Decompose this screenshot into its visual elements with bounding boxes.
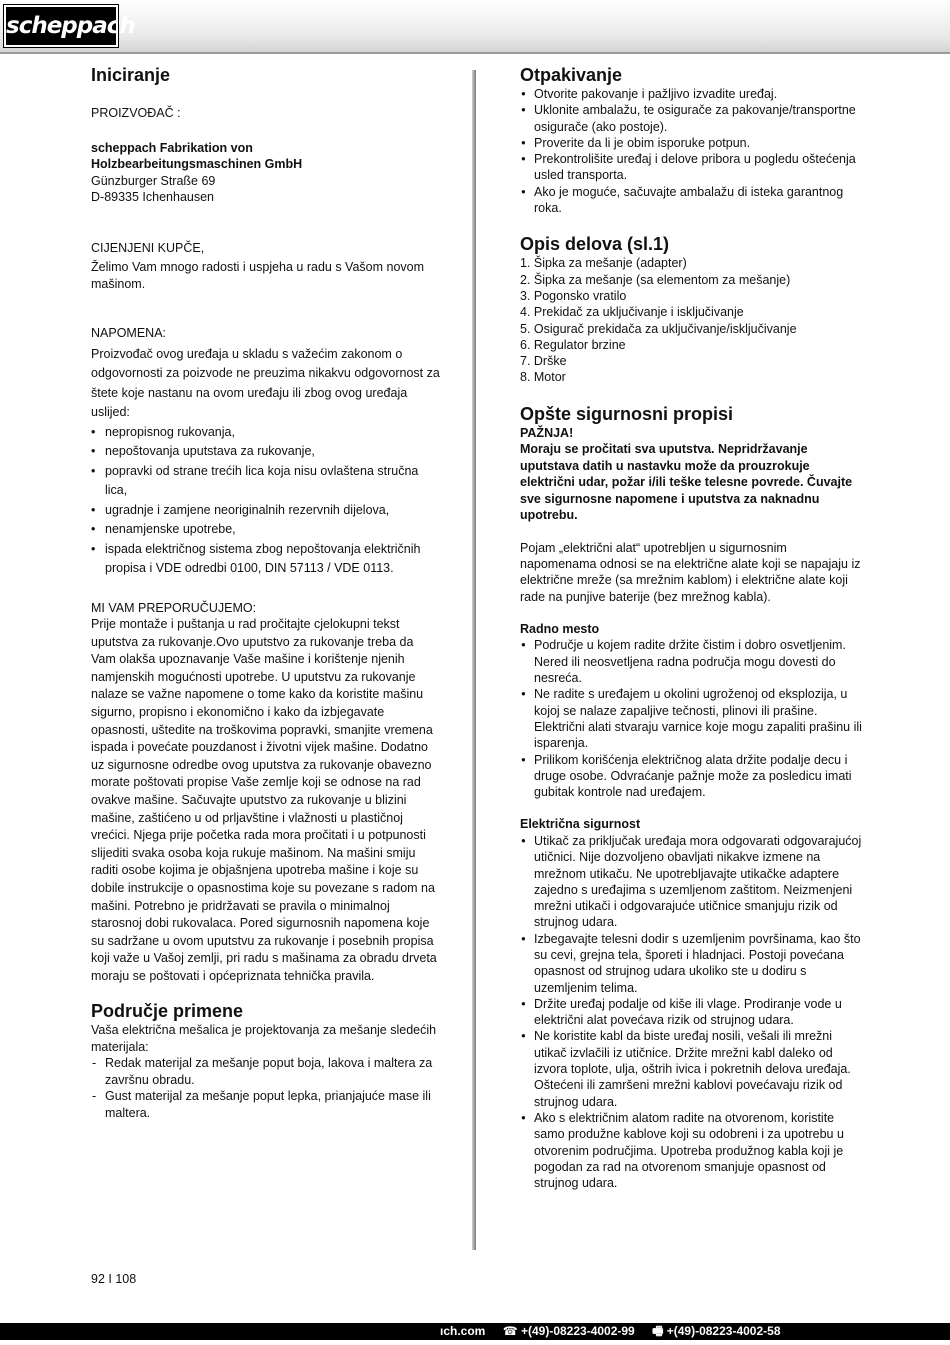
footer-fax: 🖷 +(49)-08223-4002-58 xyxy=(652,1324,781,1338)
list-item: 2. Šipka za mešanje (sa elementom za mešanje) xyxy=(520,272,791,287)
list-item: • popravki od strane trećih lica koja nisu ovlaštena stručna lica, xyxy=(91,462,441,501)
attention-text: Moraju se pročitati sva uputstva. Nepridržavanje uputstava datih u nastavku može da prouzrokuje električni udar, požar i/ili teške telesne povrede. Čuvajte sve sigurnosne napomene i uputstva za naknadnu upotrebu. xyxy=(520,442,853,523)
parts-list xyxy=(520,255,865,385)
manufacturer-label: PROIZVOĐAČ : xyxy=(91,106,181,120)
recommend-label: MI VAM PREPORUČUJEMO: xyxy=(91,600,257,615)
list-item: ● Držite uređaj podalje od kiše ili vlage. Prodiranje vode u električni alat povećava rizik od strujnog udara. xyxy=(520,996,865,1029)
list-item: • nepropisnog rukovanja, xyxy=(91,423,441,443)
section-title-safety: Opšte sigurnosni propisi xyxy=(520,403,734,424)
right-column xyxy=(520,64,865,1191)
note-label: NAPOMENA: xyxy=(91,326,167,340)
list-item: ● Utikač za priključak uređaja mora odgovarati odgovarajućoj utičnici. Nije dozvoljeno obavljati nikakve izmene na mrežnom utikaču. Ne upotrebljavajte utikačke adaptere zajedno s uređajima s uzemljenom zaštitom. Neizmenjeni mrežni utikači i odgovarajuće utičnice smanjuju rizik od strujnog udara. xyxy=(520,833,865,931)
electrical-list xyxy=(520,833,865,1192)
unpack-list xyxy=(520,86,865,216)
list-item: 7. Drške xyxy=(520,354,567,369)
usage-text: Vaša električna mešalica je projektovanja za mešanje sledećih materijala: xyxy=(91,1023,437,1054)
company-name-1: scheppach Fabrikation von xyxy=(91,140,253,155)
electrical-title: Električna sigurnost xyxy=(520,817,641,832)
list-item: ● Izbegavajte telesni dodir s uzemljenim površinama, kao što su cevi, grejna tela, šporeti i hladnjaci. Postoji povećana opasnost od strujnog udara ukoliko ste u dodiru s uzemljenim telima. xyxy=(520,931,865,996)
note-text: Proizvođač ovog uređaja u skladu s važećim zakonom o odgovornosti za poizvode ne preuzima nikakvu odgovornost za štete koje nastanu na ovom uređaju ili zbog ovog uređaja uslijed: xyxy=(91,346,440,419)
section-title-parts: Opis delova (sl.1) xyxy=(520,234,670,255)
footer-web: ıch.com xyxy=(440,1324,486,1338)
company-name-2: Holzbearbeitungsmaschinen GmbH xyxy=(91,157,303,171)
customer-text: Želimo Vam mnogo radosti i uspjeha u radu s Vašom novom mašinom. xyxy=(91,260,425,291)
list-item: - Gust materijal za mešanje poput lepka, prianjajuće mase ili maltera. xyxy=(91,1088,441,1121)
usage-list xyxy=(91,1055,441,1121)
list-item: 5. Osigurač prekidača za uključivanje/isključivanje xyxy=(520,321,797,336)
note-list xyxy=(91,423,441,579)
section-title-iniciranje: Iniciranje xyxy=(91,65,171,85)
list-item: 3. Pogonsko vratilo xyxy=(520,288,627,303)
list-item: ● Uklonite ambalažu, te osigurače za pakovanje/transportne osigurače (ako postoje). xyxy=(520,102,865,135)
list-item: • nenamjenske upotrebe, xyxy=(91,520,441,540)
list-item: 6. Regulator brzine xyxy=(520,337,626,352)
recommend-text: Prije montaže i puštanja u rad pročitajte cjelokupni tekst uputstva za rukovanje.Ovo uputstvo za rukovanje treba da Vam olakša upoznavanje Vaše mašine i korištenje njenih namjenskih mogućnosti upotrebe. U uputstvu za rukovanje nalaze se važne napomene o tome kako da koristite mašinu sigurno, propisno i ekonomično i kako da izbjegavate opasnosti, uštedite na troškovima popravki, smanjite vremena ispada i povećate pouzdanost i životni vijek mašine. Dodatno uz sigurnosne odredbe ovog uputstva za rukovanje obavezno morate poštovati propise Vaše zemlje koji se odnose na rad ovakve mašine. Sačuvajte uputstvo za rukovanje u blizini mašine, zaštićeno u od prljavštine i vlažnosti u plastičnoj vrećici. Njega prije početka rada mora pročitati i u potpunosti slijediti svaka osoba koja rukuje mašinom. Na mašini smiju raditi osobe kojima je objašnjena upotreba mašine i koje su dobile instrukcije o opasnostima koje su povezane s radom na mašini. Potrebno je pridržavati se pravila o minimalnoj starosnoj dobi rukovalaca. Pored sigurnosnih napomena koje su sadržane u ovom uputstvu za rukovanje i posebnih propisa koji važe u Vašoj zemlji, pri radu s mašinama za obradu drveta moraju se poštovati i općepriznata tehnička pravila. xyxy=(91,617,437,983)
list-item: • ispada električnog sistema zbog nepoštovanja električnih propisa i VDE odredbi 0100, DIN 57113 / VDE 0113. xyxy=(91,540,441,579)
list-item: 8. Motor xyxy=(520,370,566,385)
company-street: Günzburger Straße 69 xyxy=(91,173,216,188)
left-column xyxy=(91,64,441,1121)
page-number: 92 I 108 xyxy=(91,1272,137,1286)
list-item: ● Ako s električnim alatom radite na otvorenom, koristite samo produžne kablove koji su odobreni i za upotrebu u otvorenim područjima. Upotreba produžnog kabla koji je pogodan za rad na otvorenom smanjuje opasnost od strujnog udara. xyxy=(520,1110,865,1191)
customer-label: CIJENJENI KUPČE, xyxy=(91,240,205,255)
footer-phone: ☎ +(49)-08223-4002-99 xyxy=(502,1324,635,1338)
list-item: - Redak materijal za mešanje poput boja, lakova i maltera za završnu obradu. xyxy=(91,1055,441,1088)
header-bar xyxy=(0,0,950,54)
list-item: ● Ako je moguće, sačuvajte ambalažu di isteka garantnog roka. xyxy=(520,184,865,217)
list-item: • nepoštovanja uputstava za rukovanje, xyxy=(91,442,441,462)
footer-bar xyxy=(0,1323,950,1340)
list-item: ● Prekontrolišite uređaj i delove pribora u pogledu oštećenja usled transporta. xyxy=(520,151,865,184)
workplace-title: Radno mesto xyxy=(520,621,600,636)
list-item: ● Ne koristite kabl da biste uređaj nosili, vešali ili mrežni utikač izvlačili iz utičnice. Držite mrežni kabl daleko od izvora toplote, ulja, oštrih ivica i pokretnih delova uređaja. Oštećeni ili zamršeni mrežni kablovi povećavaju rizik od strujnog udara. xyxy=(520,1028,865,1109)
section-title-unpacking: Otpakivanje xyxy=(520,65,623,85)
section-title-usage: Područje primene xyxy=(91,1001,244,1022)
list-item: 4. Prekidač za uključivanje i isključivanje xyxy=(520,305,744,320)
list-item: ● Ne radite s uređajem u okolini ugroženoj od eksplozija, u kojoj se nalaze zapaljive tečnosti, plinovi ili prašine. Električni alati stvaraju varnice koje mogu zapaliti prašinu ili isparenja. xyxy=(520,686,865,751)
brand-logo: scheppach xyxy=(4,5,118,47)
list-item: 1. Šipka za mešanje (adapter) xyxy=(520,256,687,271)
list-item: ● Područje u kojem radite držite čistim i dobro osvetljenim. Nered ili neosvetljena radna područja mogu dovesti do nesreća. xyxy=(520,637,865,686)
list-item: • ugradnje i zamjene neoriginalnih rezervnih dijelova, xyxy=(91,501,441,521)
column-divider xyxy=(472,70,476,1250)
list-item: ● Proverite da li je obim isporuke potpun. xyxy=(520,135,865,151)
attention-label: PAŽNJA! xyxy=(520,425,574,440)
term-text: Pojam „električni alat“ upotrebljen u sigurnosnim napomenama odnosi se na električne alate koji se napajaju iz električne mreže (sa mrežnim kablom) i električne alate koji rade na punjive baterije (bez mrežnog kabla). xyxy=(520,540,861,604)
workplace-list xyxy=(520,637,865,800)
company-city: D-89335 Ichenhausen xyxy=(91,190,215,204)
list-item: ● Prilikom korišćenja električnog alata držite podalje decu i druge osobe. Odvraćanje pažnje može za posledicu imati gubitak kontrole nad uređajem. xyxy=(520,752,865,801)
list-item: ● Otvorite pakovanje i pažljivo izvadite uređaj. xyxy=(520,86,865,102)
